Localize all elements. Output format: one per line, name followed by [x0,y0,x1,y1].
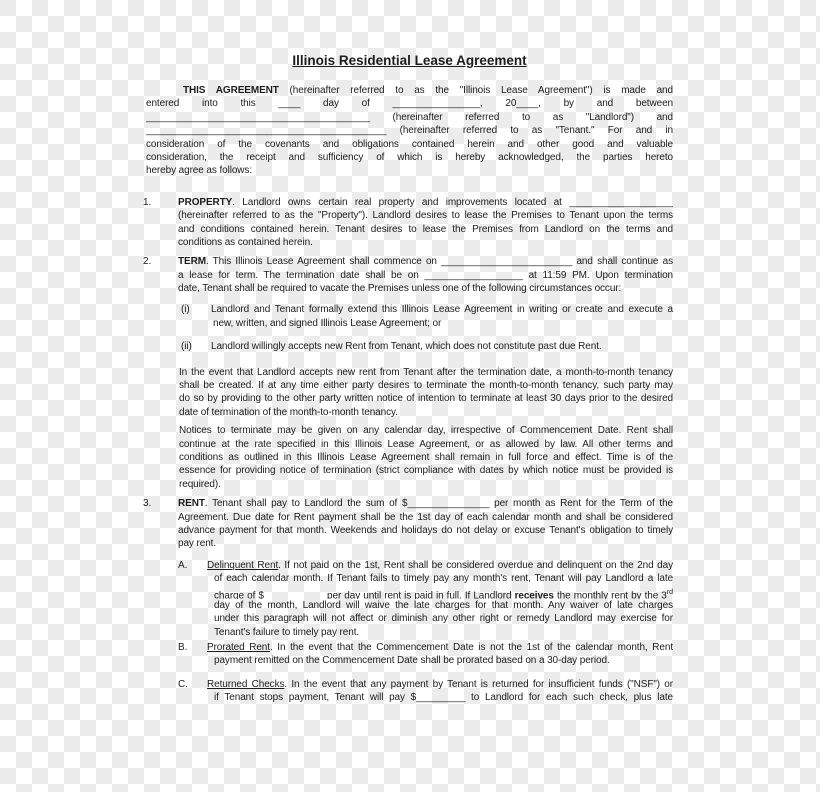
text-run: Returned Checks [207,678,285,690]
text-line [146,97,673,110]
section-3-rent [143,497,673,551]
text-run: . In the event that the Commencement Date is not the 1st of the calendar month, Rent [269,642,673,654]
text-line [178,537,673,550]
section-1-number: 1. [143,196,152,208]
text-line [207,626,673,639]
text-run: . If not paid on the 1st, Rent shall be considered overdue and delinquent on the 2nd day [278,559,673,571]
text-run: (hereinafter referred to as the "Property"). Landlord desires to lease the Premises to Tenant upon the terms [178,210,673,222]
term-subitem-i [146,303,673,330]
text-line [178,511,673,524]
text-line [178,282,673,295]
text-line [146,138,673,151]
text-run: charge of $___________ per day until rent is paid in full. If Landlord [214,589,515,599]
text-line [178,209,673,222]
text-run: rd [666,588,673,596]
text-line [179,392,673,405]
text-line [207,559,673,572]
text-line [207,599,673,612]
text-line [146,84,673,97]
text-run: . In the event that any payment by Tenant is returned for insufficient funds ("NSF") or [284,678,673,690]
text-line [207,641,673,654]
text-run: if Tenant stops payment, Tenant will pay $_________ to Landlord for each such check, plus late [214,692,673,704]
text-line [207,654,673,667]
text-line [179,464,673,477]
text-run: of each calendar month. If Tenant fails to timely pay any month's rent, Tenant will pay Landlord a late [214,573,673,585]
text-run: continue at the rate specified in this Illinois Lease Agreement, or as allowed by law. All other terms and [179,438,673,450]
text-line [211,340,673,353]
text-run: date, Tenant shall be required to vacate the Premises unless one of the following circumstances occur: [178,283,622,295]
text-run: entered into this ____ day of ________________, 20____, by and between [146,98,673,110]
text-run: . Tenant shall pay to Landlord the sum of $_______________ per month as Rent for the Term of the [204,498,673,510]
returned-checks-text [207,678,673,705]
text-run: payment remitted on the Commencement Date shall be prorated based on a 30-day period. [214,655,610,667]
text-run: essence for providing notice of termination (strict compliance with dates by which notice must be provided is [179,465,673,477]
section-3-text [178,497,673,551]
text-run: RENT [178,498,205,510]
text-line [178,196,673,209]
text-run: and conditions contained herein. Tenant desires to lease the Premises from Landlord on the terms and [178,223,673,235]
section-3-number: 3. [143,498,152,510]
text-line [178,524,673,537]
text-line [146,151,673,164]
section-1-property [143,196,673,250]
text-line [211,317,673,330]
term-holdover-paragraph [146,366,673,420]
lease-document [143,53,673,705]
section-2-term [143,255,673,295]
text-line [207,691,673,704]
text-run: new, written, and signed Illinois Lease Agreement; or [213,317,442,329]
text-run: required). [179,478,221,490]
prorated-text [207,641,673,668]
text-run: Tenant's failure to timely pay rent. [214,626,360,638]
text-line [211,303,673,316]
text-run: Prorated Rent [207,642,270,654]
term-subitem-ii [146,340,673,353]
text-run: (hereinafter referred to as the "Illinois Lease Agreement") is made and [278,85,673,96]
text-line [178,269,673,282]
text-run: TERM [178,256,206,268]
text-run: advance payment for that month. Weekends and holidays do not delay or excuse Tenant's obligation to timely [178,524,673,536]
text-line [207,678,673,691]
text-line [178,236,673,249]
text-line [179,366,673,379]
text-run: Agreement. Due date for Rent payment shall be the 1st day of each calendar month and shall be considered [178,511,673,523]
prorated-marker: B. [178,642,188,654]
text-line [207,572,673,585]
subitem-ii-text [211,340,673,353]
returned-checks-marker: C. [178,678,188,690]
text-run: Landlord willingly accepts new Rent from Tenant, which does not constitute past due Rent. [211,341,602,353]
text-run: ____________________________________________ (hereinafter referred to as "Tenant." For and in [146,125,673,137]
text-run: THIS AGREEMENT [183,85,279,96]
text-run: a lease for term. The termination date shall be on __________________ at 11:59 PM. Upon termination [178,269,673,281]
text-run: receives [514,589,554,599]
text-line [178,223,673,236]
intro-clause [146,84,673,178]
rent-returned-checks-item [146,678,673,705]
text-line [146,164,673,177]
text-line [207,586,673,599]
text-line [178,497,673,510]
text-line [179,424,673,437]
text-line [178,255,673,268]
text-line [207,612,673,625]
text-run: the monthly rent by the 3 [553,589,667,599]
text-line [179,451,673,464]
rent-prorated-item [146,641,673,668]
text-run: Delinquent Rent [207,559,279,571]
text-run: In the event that Landlord accepts new rent from Tenant after the termination date, a month-to-month tenancy [179,366,673,378]
text-run: consideration, the receipt and sufficiency of which is hereby acknowledged, the parties hereto [146,151,673,163]
term-notices-paragraph [146,424,673,491]
text-run: conditions as contained herein. [178,236,313,248]
text-run: hereby agree as follows: [146,165,252,177]
text-run: PROPERTY [178,196,233,208]
text-run: _________________________________________ (hereinafter referred to as "Landlord") and [146,111,673,123]
rent-delinquent-item [146,559,673,639]
text-run: Landlord and Tenant formally extend this Illinois Lease Agreement in writing or create and execute a [211,304,673,316]
text-line [179,478,673,491]
section-2-number: 2. [143,256,152,268]
text-run: consideration of the covenants and obligations contained herein and other good and valuable [146,138,673,150]
delinquent-text [207,559,673,639]
subitem-i-text [211,303,673,330]
text-run: . This Illinois Lease Agreement shall commence on ________________________ and shall continue as [205,256,673,268]
text-run: conditions as outlined in this Illinois Lease Agreement shall remain in full force and effect. Time is of the [179,451,673,463]
document-title: Illinois Residential Lease Agreement [292,53,527,68]
text-run: pay rent. [178,538,217,550]
text-run: under this paragraph will not affect or diminish any other right or remedy Landlord may exercise for [214,613,673,625]
text-run: Notices to terminate may be given on any calendar day, irrespective of Commencement Date. Rent shall [179,425,673,437]
text-line [146,124,673,137]
text-run: do so by providing to the other party written notice of intention to terminate at least 30 days prior to the desired [179,393,673,405]
text-line [179,438,673,451]
section-2-text [178,255,673,295]
text-line [179,379,673,392]
text-run: day of the month, Landlord will waive the late charges for that month. Any waiver of late charges [214,599,673,611]
text-line [146,111,673,124]
text-run: shall be created. If at any time either party desires to terminate the month-to-month tenancy, such party may [179,380,673,392]
text-run: date of termination of the month-to-month tenancy. [179,406,398,418]
subitem-ii-marker: (ii) [181,341,192,353]
section-1-text [178,196,673,250]
notices-text [179,424,673,491]
subitem-i-marker: (i) [181,304,190,316]
delinquent-marker: A. [178,559,188,571]
holdover-text [179,366,673,420]
text-run: . Landlord owns certain real property and improvements located at ___________________ [232,196,673,208]
text-line [179,406,673,419]
